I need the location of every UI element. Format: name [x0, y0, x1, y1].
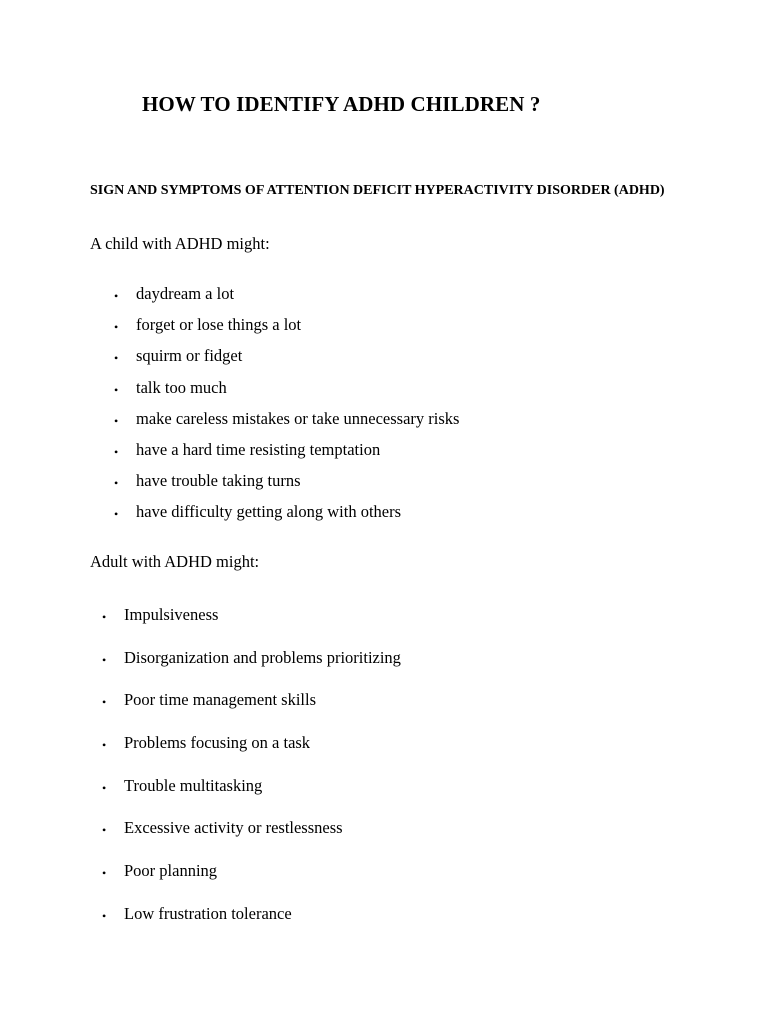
adults-symptom-list	[102, 605, 401, 947]
bullet-icon: •	[114, 507, 119, 522]
section-heading: SIGN AND SYMPTOMS OF ATTENTION DEFICIT HYPERACTIVITY DISORDER (ADHD)	[90, 183, 665, 198]
children-symptom-list	[114, 284, 460, 534]
bullet-icon: •	[114, 444, 119, 459]
adults-intro: Adult with ADHD might:	[90, 552, 260, 571]
list-item-text: Problems focusing on a task	[124, 733, 311, 753]
bullet-icon: •	[102, 695, 107, 710]
bullet-icon: •	[102, 823, 107, 838]
bullet-icon: •	[114, 476, 119, 491]
page-title: HOW TO IDENTIFY ADHD CHILDREN ?	[142, 92, 541, 116]
list-item-text: talk too much	[136, 377, 227, 397]
list-item-text: Impulsiveness	[124, 605, 219, 624]
bullet-icon: •	[114, 289, 119, 303]
bullet-icon: •	[102, 866, 107, 881]
bullet-icon: •	[114, 413, 119, 428]
list-item	[102, 605, 401, 648]
list-item-text: Disorganization and problems prioritizing	[124, 647, 401, 667]
list-item	[102, 818, 401, 861]
list-item-text: Poor time management skills	[124, 690, 317, 710]
list-item	[102, 861, 401, 904]
list-item	[102, 775, 401, 819]
bullet-icon: •	[114, 351, 119, 366]
bullet-icon: •	[114, 382, 119, 397]
list-item	[102, 690, 401, 733]
list-item-text: have difficulty getting along with others	[136, 502, 402, 522]
list-item	[114, 377, 459, 409]
bullet-icon: •	[102, 610, 107, 624]
bullet-icon: •	[102, 780, 107, 795]
list-item	[114, 471, 459, 502]
list-item-text: have trouble taking turns	[136, 471, 301, 491]
list-item-text: Trouble multitasking	[124, 775, 263, 795]
list-item-text: Low frustration tolerance	[124, 903, 292, 923]
list-item	[102, 903, 401, 947]
list-item-text: Poor planning	[124, 861, 218, 881]
list-item	[114, 284, 459, 315]
children-intro: A child with ADHD might:	[90, 234, 270, 253]
list-item	[114, 346, 459, 377]
list-item-text: have a hard time resisting temptation	[136, 439, 381, 459]
list-item	[114, 408, 460, 440]
bullet-icon: •	[102, 738, 107, 753]
list-item	[114, 439, 459, 471]
list-item-text: squirm or fidget	[136, 346, 243, 366]
list-item-text: Excessive activity or restlessness	[124, 818, 343, 838]
list-item-text: forget or lose things a lot	[136, 315, 302, 335]
bullet-icon: •	[102, 908, 107, 923]
bullet-icon: •	[102, 652, 107, 667]
bullet-icon: •	[114, 320, 119, 335]
list-item-text: daydream a lot	[136, 284, 235, 303]
list-item-text: make careless mistakes or take unnecessary risks	[136, 408, 460, 428]
list-item	[102, 733, 401, 776]
list-item	[114, 315, 459, 346]
list-item	[102, 647, 401, 691]
list-item	[114, 502, 459, 533]
